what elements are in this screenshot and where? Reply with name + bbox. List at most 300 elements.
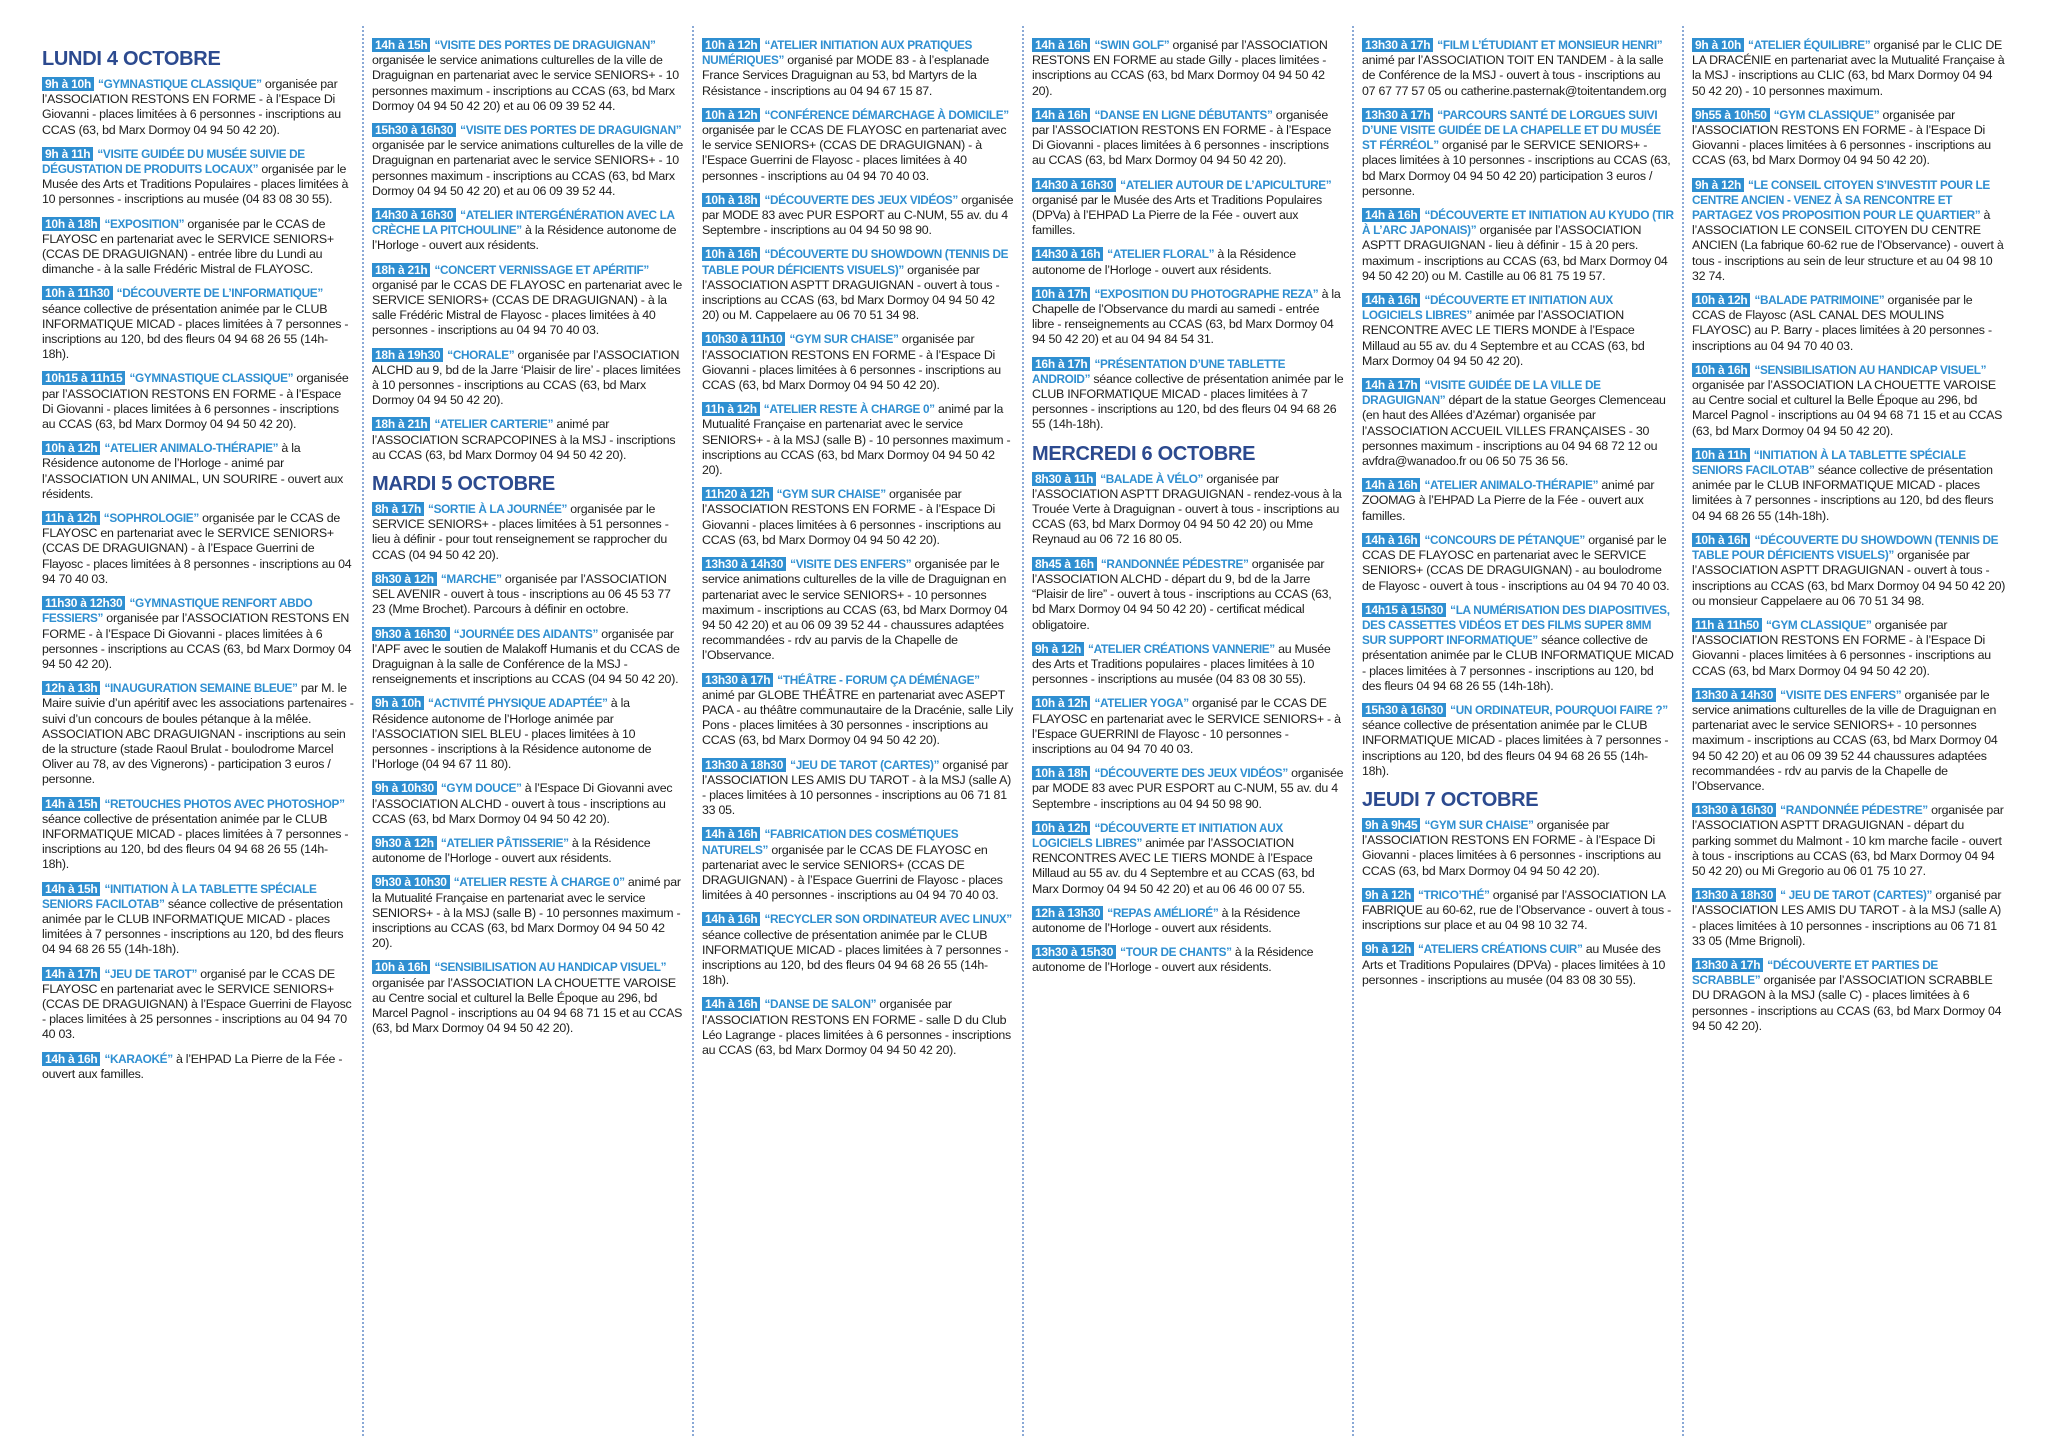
- event-time-badge: 9h à 12h: [1692, 178, 1744, 192]
- event-entry: [1032, 696, 1344, 757]
- event-description: organisée par l’ASSOCIATION RESTONS EN FORME - à l’Espace Di Giovanni - places limitées à 6 personnes - inscriptions au CCAS (63, bd Marx Dormoy 04 94 50 42 20).: [42, 77, 341, 137]
- event-time-badge: 14h30 à 16h30: [372, 208, 456, 222]
- event-description: animé par la Mutualité Française en partenariat avec le service SENIORS+ - à la MSJ (salle B) - 10 personnes maximum - inscriptions au CCAS (63, bd Marx Dormoy 04 94 50 42 20).: [702, 402, 1011, 478]
- event-time-badge: 14h15 à 15h30: [1362, 603, 1446, 617]
- event-time-badge: 9h à 10h: [42, 77, 94, 91]
- event-description: organisée le service animations culturelles de la ville de Draguignan en partenariat avec le service SENIORS+ - 10 personnes maximum - inscriptions au CCAS (63, bd Marx Dormoy 04 94 50 42 20) et au 06 09 39 52 44.: [372, 53, 679, 113]
- event-title: “VISITE DES ENFERS”: [790, 557, 912, 572]
- event-entry: [1362, 533, 1674, 594]
- event-title: “ATELIER RESTE À CHARGE 0”: [763, 402, 935, 417]
- event-entry: [42, 77, 354, 138]
- event-time-badge: 9h30 à 16h30: [372, 627, 450, 641]
- event-entry: [702, 487, 1014, 548]
- event-description: animé par la Mutualité Française en partenariat avec le service SENIORS+ - à la MSJ (salle B) - 10 personnes maximum - inscriptions au CCAS (63, bd Marx Dormoy 04 94 50 42 20).: [372, 875, 681, 951]
- event-time-badge: 14h à 17h: [42, 967, 100, 981]
- event-time-badge: 10h à 17h: [1032, 287, 1090, 301]
- event-entry: [42, 967, 354, 1043]
- event-time-badge: 14h30 à 16h30: [1032, 178, 1116, 192]
- event-entry: [702, 108, 1014, 184]
- event-entry: [1032, 357, 1344, 433]
- event-description: organisé par le CLIC DE LA DRACÉNIE en partenariat avec la Mutualité Française à la MSJ - inscriptions au CLIC (63, bd Marx Dormoy 04 94 50 42 20) - 10 personnes maximum.: [1692, 38, 2005, 98]
- event-entry: [42, 286, 354, 362]
- event-description: organisée par l’ASSOCIATION RESTONS EN FORME - à l’Espace Di Giovanni - places limitées à 6 personnes - inscriptions au CCAS (63, bd Marx Dormoy 04 94 50 42 20).: [1362, 817, 1661, 878]
- event-title: “MARCHE”: [440, 571, 502, 586]
- event-title: “UN ORDINATEUR, POURQUOI FAIRE ?”: [1450, 702, 1668, 717]
- event-time-badge: 18h à 21h: [372, 417, 430, 431]
- program-column: [1024, 26, 1354, 1436]
- program-column: [1684, 26, 2014, 1436]
- event-title: “DANSE EN LIGNE DÉBUTANTS”: [1094, 107, 1273, 122]
- event-description: animée par l’ASSOCIATION RENCONTRES AVEC LE TIERS MONDE à l’Espace Millaud au 55 av. du 4 Septembre et au CCAS (63, bd Marx Dormoy 04 94 50 42 20) et au 06 46 00 07 55.: [1032, 835, 1315, 896]
- event-description: à la Résidence autonome de l’Horloge - ouvert aux résidents.: [1032, 247, 1296, 277]
- event-title: “GYM SUR CHAISE”: [789, 332, 899, 347]
- event-time-badge: 13h30 à 17h: [702, 673, 773, 687]
- event-entry: [1032, 642, 1344, 688]
- event-title: “JOURNÉE DES AIDANTS”: [453, 626, 599, 641]
- event-title: “ATELIER PÂTISSERIE”: [440, 835, 569, 850]
- event-description: à la Résidence autonome de l’Horloge - ouvert aux résidents.: [1032, 945, 1314, 975]
- event-description: organisé par le CCAS DE FLAYOSC en partenariat avec le SERVICE SENIORS+ (CCAS DE DRAGUIGNAN) à l’Espace Guerrini de Flayosc - places limitées à 25 personnes - inscriptions au 04 94 70 40 03.: [42, 966, 352, 1042]
- event-title: “ATELIER FLORAL”: [1107, 247, 1215, 262]
- event-entry: [372, 960, 684, 1036]
- event-title: “FILM L’ÉTUDIANT ET MONSIEUR HENRI”: [1437, 38, 1663, 52]
- event-time-badge: 15h30 à 16h30: [372, 123, 456, 137]
- event-description: organisée par l’ASSOCIATION RESTONS EN FORME - à l’Espace Di Giovanni - places limitées à 6 personnes - inscriptions au CCAS (63, bd Marx Dormoy 04 94 50 42 20).: [42, 611, 352, 671]
- event-entry: [1692, 618, 2006, 679]
- event-description: organisée par l’ASSOCIATION ASPTT DRAGUIGNAN - lieu à définir - 15 à 20 pers. maximum - inscriptions au CCAS (63, bd Marx Dormoy 04 94 50 42 20) ou M. Castille au 06 81 75 19 57.: [1362, 223, 1668, 283]
- event-time-badge: 13h30 à 17h: [1362, 38, 1433, 52]
- event-description: organisé par l’ASSOCIATION LA FABRIQUE au 60-62, rue de l’Observance - ouvert à tous - inscriptions sur place et au 04 98 10 32 74.: [1362, 887, 1671, 933]
- event-title: “GYM DOUCE”: [440, 781, 522, 796]
- event-time-badge: 14h à 15h: [372, 38, 430, 52]
- program-column: [364, 26, 694, 1436]
- event-title: “JEU DE TAROT”: [104, 966, 197, 981]
- event-entry: [42, 371, 354, 432]
- day-heading: MARDI 5 OCTOBRE: [372, 473, 555, 496]
- event-title: “CONCERT VERNISSAGE ET APÉRITIF”: [434, 262, 649, 277]
- event-description: séance collective de présentation animée par le CLUB INFORMATIQUE MICAD - places limitées à 7 personnes - inscriptions au 120, bd des fleurs 04 94 68 26 55 (14h-18h).: [702, 927, 1009, 988]
- event-entry: [1032, 287, 1344, 348]
- event-title: “THÉÂTRE - FORUM ÇA DÉMÉNAGE”: [777, 672, 980, 687]
- event-title: “EXPOSITION DU PHOTOGRAPHE REZA”: [1094, 286, 1319, 301]
- event-title: “GYM SUR CHAISE”: [1424, 817, 1534, 832]
- event-title: “CONFÉRENCE DÉMARCHAGE À DOMICILE”: [764, 107, 1009, 122]
- event-time-badge: 10h à 18h: [42, 217, 100, 231]
- event-entry: [42, 511, 354, 587]
- event-description: organisé par le Musée des Arts et Traditions Populaires (DPVa) à l’EHPAD La Pierre de la Fée - ouvert aux familles.: [1032, 192, 1322, 238]
- event-entry: [372, 123, 684, 199]
- event-entry: [42, 596, 354, 672]
- event-time-badge: 14h à 16h: [1032, 38, 1090, 52]
- event-entry: [1692, 688, 2006, 794]
- event-title: “SENSIBILISATION AU HANDICAP VISUEL”: [434, 960, 667, 975]
- event-title: “VISITE GUIDÉE DU MUSÉE SUIVIE DE DÉGUSTATION DE PRODUITS LOCAUX”: [42, 146, 305, 177]
- event-time-badge: 12h à 13h30: [1032, 906, 1103, 920]
- event-title: “DÉCOUVERTE DU SHOWDOWN (TENNIS DE TABLE POUR DÉFICIENTS VISUELS)”: [1692, 532, 1999, 563]
- event-title: “FABRICATION DES COSMÉTIQUES NATURELS”: [702, 827, 959, 857]
- event-time-badge: 13h30 à 17h: [1362, 108, 1433, 122]
- event-entry: [42, 797, 354, 873]
- event-time-badge: 10h à 18h: [702, 193, 760, 207]
- event-description: organisée par l’ASSOCIATION ALCHD - départ du 9, bd de la Jarre “Plaisir de lire” - ouvert à tous - inscriptions au CCAS (63, bd Marx Dormoy 04 94 50 42 20) - certificat médical obligatoire.: [1032, 556, 1332, 632]
- event-description: au Musée des Arts et Traditions populaires - places limitées à 10 personnes - inscriptions au musée (04 83 08 30 55).: [1032, 641, 1331, 687]
- event-title: “GYMNASTIQUE RENFORT ABDO FESSIERS”: [42, 596, 313, 626]
- event-entry: [1362, 293, 1674, 369]
- event-description: à la Résidence autonome de l’Horloge - ouvert aux résidents.: [372, 835, 651, 866]
- event-description: séance collective de présentation animée par le CLUB INFORMATIQUE MICAD - places limitées à 7 personnes - inscriptions au 120, bd des fleurs 04 94 68 26 55 (14h-18h).: [42, 811, 349, 872]
- event-time-badge: 10h à 16h: [1692, 363, 1750, 377]
- event-title: “ATELIER INITIATION AUX PRATIQUES NUMÉRIQUES”: [702, 38, 973, 68]
- event-description: organisée par le CCAS de FLAYOSC en partenariat avec le SERVICE SENIORS+ (CCAS DE DRAGUIGNAN) - à l’Espace Guerrini de Flayosc - places limitées à 8 personnes - inscriptions au 04 94 70 40 03.: [42, 511, 352, 586]
- event-title: “INITIATION À LA TABLETTE SPÉCIALE SENIORS FACILOTAB”: [42, 881, 317, 911]
- event-time-badge: 14h à 15h: [42, 797, 100, 811]
- event-title: “VISITE DES ENFERS”: [1780, 687, 1902, 702]
- event-time-badge: 9h à 12h: [1032, 642, 1084, 656]
- event-entry: [1692, 958, 2006, 1034]
- event-title: “GYM CLASSIQUE”: [1765, 617, 1872, 632]
- event-title: “PRÉSENTATION D’UNE TABLETTE ANDROID”: [1032, 356, 1286, 386]
- event-description: organisée par l’ASSOCIATION RESTONS EN FORME - à l’Espace Di Giovanni - places limitées à 6 personnes - inscriptions au CCAS (63, bd Marx Dormoy 04 94 50 42 20).: [702, 332, 1001, 393]
- day-heading: MERCREDI 6 OCTOBRE: [1032, 442, 1256, 465]
- event-entry: [1692, 803, 2006, 879]
- event-time-badge: 13h30 à 17h: [1692, 958, 1763, 972]
- event-description: séance collective de présentation animée par le CLUB INFORMATIQUE MICAD - places limitées à 7 personnes - inscriptions au 120, bd des fleurs 04 94 68 26 55 (14h-18h).: [1362, 633, 1674, 693]
- event-title: “DÉCOUVERTE ET INITIATION AUX LOGICIELS LIBRES”: [1362, 293, 1613, 323]
- event-title: “SENSIBILISATION AU HANDICAP VISUEL”: [1754, 362, 1987, 377]
- event-time-badge: 11h20 à 12h: [702, 487, 773, 501]
- event-entry: [1032, 821, 1344, 897]
- event-time-badge: 18h à 21h: [372, 263, 430, 277]
- event-title: “CHORALE”: [447, 347, 515, 362]
- event-time-badge: 8h45 à 16h: [1032, 557, 1097, 571]
- event-entry: [702, 912, 1014, 988]
- event-entry: [1032, 108, 1344, 169]
- event-entry: [702, 827, 1014, 903]
- event-title: “SOPHROLOGIE”: [103, 511, 199, 526]
- event-title: “GYM SUR CHAISE”: [776, 487, 886, 502]
- event-description: organisé par l’ASSOCIATION RESTONS EN FORME au stade Gilly - places limitées - inscriptions au CCAS (63, bd Marx Dormoy 04 94 50 42 20).: [1032, 38, 1328, 98]
- event-time-badge: 9h à 9h45: [1362, 818, 1420, 832]
- event-time-badge: 10h à 12h: [702, 108, 760, 122]
- event-time-badge: 10h à 12h: [1032, 821, 1090, 835]
- event-title: “ATELIER ÉQUILIBRE”: [1748, 38, 1871, 52]
- event-description: organisée par l’ASSOCIATION LA CHOUETTE VAROISE au Centre social et culturel la Belle Époque au 296, bd Marcel Pagnol - inscriptions au 04 94 68 71 15 et au CCAS (63, bd Marx Dormoy 04 94 50 42 20).: [372, 975, 683, 1036]
- event-title: “SORTIE À LA JOURNÉE”: [428, 502, 568, 517]
- event-time-badge: 10h à 12h: [702, 38, 760, 52]
- event-title: “DÉCOUVERTE DES JEUX VIDÉOS”: [1094, 766, 1288, 781]
- event-title: “VISITE GUIDÉE DE LA VILLE DE DRAGUIGNAN”: [1362, 378, 1601, 408]
- event-entry: [42, 217, 354, 278]
- event-description: à l’EHPAD La Pierre de la Fée - ouvert aux familles.: [42, 1051, 343, 1081]
- event-time-badge: 14h à 15h: [42, 882, 100, 896]
- event-time-badge: 9h30 à 12h: [372, 836, 437, 850]
- event-description: à la Résidence autonome de l’Horloge - ouvert aux résidents.: [1032, 905, 1301, 935]
- event-entry: [372, 836, 684, 866]
- event-time-badge: 10h à 12h: [1032, 696, 1090, 710]
- event-entry: [702, 38, 1014, 99]
- event-description: par M. le Maire suivie d’un apéritif avec les associations partenaires - suivi d’un concours de boules pétanque à la mêlée. ASSOCIATION ABC DRAGUIGNAN - inscriptions au sein de la structure (stade Raoul Brulat - boulodrome Marcel Oliver au 78, av des Vignerons) - participation 3 euros / personne.: [42, 681, 354, 787]
- event-time-badge: 10h à 16h: [1692, 533, 1750, 547]
- event-entry: [1362, 818, 1674, 879]
- program-column: [1354, 26, 1684, 1436]
- event-title: “ATELIER RESTE À CHARGE 0”: [453, 875, 625, 890]
- event-entry: [42, 882, 354, 958]
- event-time-badge: 10h à 18h: [1032, 766, 1090, 780]
- day-heading: LUNDI 4 OCTOBRE: [42, 48, 221, 70]
- event-time-badge: 11h30 à 12h30: [42, 596, 125, 610]
- event-time-badge: 13h30 à 18h30: [702, 758, 786, 772]
- event-description: à la Résidence autonome de l’Horloge - ouvert aux résidents.: [372, 223, 677, 253]
- event-description: animé par l’ASSOCIATION TOIT EN TANDEM - à la salle de Conférence de la MSJ - ouvert à tous - inscriptions au 07 67 77 57 05 ou catherine.pasternak@toitentandem.org: [1362, 53, 1667, 98]
- event-description: organisée par le Musée des Arts et Traditions Populaires - places limitées à 10 personnes - inscriptions au musée (04 83 08 30 55).: [42, 162, 349, 207]
- event-entry: [1362, 108, 1674, 199]
- event-title: “INITIATION À LA TABLETTE SPÉCIALE SENIORS FACILOTAB”: [1692, 447, 1966, 478]
- event-time-badge: 14h30 à 16h: [1032, 247, 1103, 261]
- event-description: organisée par l’ASSOCIATION RESTONS EN FORME - salle D du Club Léo Lagrange - places limitées à 6 personnes - inscriptions au CCAS (63, bd Marx Dormoy 04 94 50 42 20).: [702, 997, 1011, 1057]
- event-title: “BALADE PATRIMOINE”: [1754, 293, 1885, 308]
- event-time-badge: 14h à 16h: [702, 997, 760, 1011]
- event-entry: [1692, 293, 2006, 354]
- event-time-badge: 10h à 12h: [42, 441, 100, 455]
- event-time-badge: 14h à 16h: [42, 1052, 100, 1066]
- event-description: organisée par l’ASSOCIATION RESTONS EN FORME - à l’Espace Di Giovanni - places limitées à 6 personnes - inscriptions au CCAS (63, bd Marx Dormoy 04 94 50 42 20).: [702, 487, 1001, 547]
- event-description: organisé par l’ASSOCIATION LES AMIS DU TAROT - à la MSJ (salle A) - places limitées à 10 personnes - inscriptions au 06 71 81 33 05 (Mme Brignoli).: [1692, 888, 2002, 948]
- event-time-badge: 15h30 à 16h30: [1362, 703, 1446, 717]
- event-title: “DÉCOUVERTE ET INITIATION AUX LOGICIELS LIBRES”: [1032, 820, 1283, 850]
- event-time-badge: 10h30 à 11h10: [702, 332, 785, 346]
- event-description: organisée par le CCAS DE FLAYOSC en partenariat avec le service SENIORS+ (CCAS DE DRAGUIGNAN) - à l’Espace Guerrini de Flayosc - places limitées à 40 personnes - inscriptions au 04 94 70 40 03.: [702, 123, 1007, 183]
- event-time-badge: 9h à 10h: [372, 696, 424, 710]
- event-description: organisée par le service animations culturelles de la ville de Draguignan en partenariat avec le service SENIORS+ - 10 personnes maximum - inscriptions au CCAS (63, bd Marx Dormoy 04 94 50 42 20) et au 06 09 39 52 44 - chaussures adaptées recommandées - rdv au parvis de la Chapelle de l’Observance.: [702, 557, 1008, 663]
- event-title: “ATELIERS CRÉATIONS CUIR”: [1418, 942, 1583, 957]
- event-entry: [1032, 557, 1344, 633]
- event-description: séance collective de présentation animée par le CLUB INFORMATIQUE MICAD - places limitées à 7 personnes - inscriptions au 120, bd des fleurs 04 94 68 26 55 (14h-18h).: [42, 896, 344, 957]
- event-title: “ATELIER INTERGÉNÉRATION AVEC LA CRÈCHE LA PITCHOULINE”: [372, 208, 675, 238]
- event-description: organisée par le service animations culturelles de la ville de Draguignan en partenariat avec le service SENIORS+ - 10 personnes maximum - inscriptions au CCAS (63, bd Marx Dormoy 04 94 50 42 20) et au 06 09 39 52 44.: [372, 138, 683, 198]
- event-time-badge: 9h à 12h: [1362, 942, 1414, 956]
- event-description: organisé par le CCAS DE FLAYOSC en partenariat avec le SERVICE SENIORS+ (CCAS DE DRAGUIGNAN) - à la salle Frédéric Mistral de Flayosc - places limitées à 40 personnes - inscriptions au 04 94 70 40 03.: [372, 277, 682, 338]
- event-entry: [372, 417, 684, 463]
- event-entry: [1362, 603, 1674, 694]
- event-description: à l’Espace Di Giovanni avec l’ASSOCIATION ALCHD - ouvert à tous - inscriptions au CCAS (63, bd Marx Dormoy 04 94 50 42 20).: [372, 781, 673, 826]
- event-entry: [372, 38, 684, 114]
- event-title: “ATELIER ANIMALO-THÉRAPIE”: [104, 441, 279, 456]
- event-description: à la Chapelle de l’Observance du mardi au samedi - entrée libre - renseignements au CCAS (63, bd Marx Dormoy 04 94 50 42 20) et au 04 94 84 54 31.: [1032, 286, 1341, 347]
- event-time-badge: 10h à 12h: [1692, 293, 1750, 307]
- event-title: “ATELIER CRÉATIONS VANNERIE”: [1088, 641, 1275, 656]
- event-entry: [1362, 478, 1674, 524]
- event-entry: [372, 875, 684, 951]
- event-time-badge: 10h à 16h: [372, 960, 430, 974]
- event-entry: [1692, 38, 2006, 99]
- event-time-badge: 14h à 16h: [702, 912, 760, 926]
- event-title: “ATELIER YOGA”: [1094, 696, 1189, 711]
- event-time-badge: 9h55 à 10h50: [1692, 108, 1770, 122]
- event-description: séance collective de présentation animée par le CLUB INFORMATIQUE MICAD - places limitées à 7 personnes - inscriptions au 120, bd des fleurs 04 94 68 26 55 (14h-18h).: [1032, 371, 1344, 432]
- event-title: “ATELIER CARTERIE”: [434, 417, 554, 432]
- event-entry: [1362, 208, 1674, 284]
- event-entry: [1692, 178, 2006, 284]
- event-entry: [1692, 108, 2006, 169]
- event-description: organisée par l’ASSOCIATION ASPTT DRAGUIGNAN - rendez-vous à la Trouée Verte à Draguignan - ouvert à tous - inscriptions au CCAS (63, bd Marx Dormoy 04 94 50 42 20) ou Mme Reynaud au 06 72 16 80 05.: [1032, 471, 1342, 547]
- event-entry: [1362, 942, 1674, 988]
- event-description: organisée par le CCAS de Flayosc (ASL CANAL DES MOULINS FLAYOSC) au P. Barry - places limitées à 20 personnes - inscriptions au 04 94 70 40 03.: [1692, 293, 1992, 353]
- event-description: à l’ASSOCIATION LE CONSEIL CITOYEN DU CENTRE ANCIEN (La fabrique 60-62 rue de l’Observance) - ouvert à tous - inscriptions au sein de leur structure et au 04 98 10 32 74.: [1692, 208, 2004, 283]
- event-title: “REPAS AMÉLIORÉ”: [1107, 905, 1219, 920]
- event-entry: [1032, 945, 1344, 975]
- event-entry: [372, 627, 684, 688]
- event-title: “DÉCOUVERTE ET PARTIES DE SCRABBLE”: [1692, 957, 1938, 988]
- event-entry: [702, 997, 1014, 1058]
- event-title: “RECYCLER SON ORDINATEUR AVEC LINUX”: [764, 912, 1012, 927]
- event-description: organisée par MODE 83 avec PUR ESPORT au C-NUM, 55 av. du 4 Septembre - inscriptions au 04 94 50 98 90.: [1032, 766, 1344, 811]
- event-title: “TRICO’THÉ”: [1418, 887, 1490, 902]
- program-column: [34, 26, 364, 1436]
- event-entry: [702, 758, 1014, 819]
- event-time-badge: 14h à 17h: [1362, 378, 1420, 392]
- event-description: au Musée des Arts et Traditions Populaires (DPVa) - places limitées à 10 personnes - inscriptions au musée (04 83 08 30 55).: [1362, 942, 1666, 987]
- event-entry: [372, 502, 684, 563]
- event-title: “TOUR DE CHANTS”: [1120, 945, 1232, 960]
- event-time-badge: 14h à 16h: [1362, 478, 1420, 492]
- event-description: animé par l’ASSOCIATION SCRAPCOPINES à la MSJ - inscriptions au CCAS (63, bd Marx Dormoy 04 94 50 42 20).: [372, 417, 676, 462]
- event-time-badge: 11h à 12h: [702, 402, 760, 416]
- event-entry: [702, 402, 1014, 478]
- event-entry: [42, 441, 354, 502]
- event-title: “LE CONSEIL CITOYEN S’INVESTIT POUR LE CENTRE ANCIEN - VENEZ À SA RENCONTRE ET PARTAGEZ VOS PROPOSITION POUR LE QUARTIER”: [1692, 177, 1990, 223]
- day-heading: JEUDI 7 OCTOBRE: [1362, 788, 1539, 811]
- event-description: organisé par l’ASSOCIATION LES AMIS DU TAROT - à la MSJ (salle A) - places limitées à 10 personnes - inscriptions au 06 71 81 33 05.: [702, 757, 1011, 818]
- event-description: organisée par l’ASSOCIATION RESTONS EN FORME - à l’Espace Di Giovanni - places limitées à 6 personnes - inscriptions au CCAS (63, bd Marx Dormoy 04 94 50 42 20).: [1032, 107, 1332, 168]
- event-time-badge: 9h à 11h: [42, 147, 93, 161]
- event-entry: [372, 348, 684, 409]
- event-title: “DÉCOUVERTE DES JEUX VIDÉOS”: [764, 192, 958, 207]
- event-time-badge: 14h à 16h: [1362, 208, 1420, 222]
- event-time-badge: 10h à 11h: [1692, 448, 1750, 462]
- event-description: séance collective de présentation animée par le CLUB INFORMATIQUE MICAD - places limitées à 7 personnes - inscriptions au 120, bd des fleurs 04 94 68 26 55 (14h-18h).: [1362, 718, 1669, 778]
- event-description: organisée par l’ASSOCIATION RESTONS EN FORME - à l’Espace Di Giovanni - places limitées à 6 personnes - inscriptions au CCAS (63, bd Marx Dormoy 04 94 50 42 20).: [42, 371, 349, 432]
- event-entry: [1362, 703, 1674, 779]
- event-time-badge: 14h à 16h: [1362, 533, 1420, 547]
- event-time-badge: 18h à 19h30: [372, 348, 443, 362]
- event-description: animée par l’ASSOCIATION RENCONTRE AVEC LE TIERS MONDE à l’Espace Millaud au 55 av. du 4 Septembre et au CCAS (63, bd Marx Dormoy 04 94 50 42 20).: [1362, 308, 1645, 368]
- event-entry: [1032, 38, 1344, 99]
- event-time-badge: 13h30 à 16h30: [1692, 803, 1776, 817]
- event-title: “DÉCOUVERTE DU SHOWDOWN (TENNIS DE TABLE POUR DÉFICIENTS VISUELS)”: [702, 247, 1009, 277]
- event-entry: [42, 1052, 354, 1082]
- event-description: organisé par MODE 83 - à l’esplanade France Services Draguignan au 53, bd Martyrs de la Résistance - inscriptions au 04 94 67 15 87.: [702, 53, 989, 98]
- event-title: “RANDONNÉE PÉDESTRE”: [1780, 803, 1928, 818]
- event-entry: [1362, 378, 1674, 469]
- event-title: “VISITE DES PORTES DE DRAGUIGNAN”: [460, 123, 682, 138]
- event-time-badge: 13h30 à 15h30: [1032, 945, 1116, 959]
- event-time-badge: 14h à 16h: [1032, 108, 1090, 122]
- event-time-badge: 11h à 12h: [42, 511, 100, 525]
- event-description: organisée par l’ASSOCIATION ASPTT DRAGUIGNAN - ouvert à tous - inscriptions au CCAS (63, bd Marx Dormoy 04 94 50 42 20) ou monsieur Cappelaere au 06 70 51 34 98.: [1692, 548, 2006, 608]
- event-description: organisée par le SERVICE SENIORS+ - places limitées à 51 personnes - lieu à définir - pour tout renseignement se rapprocher du CCAS (04 94 50 42 20).: [372, 502, 669, 562]
- event-entry: [1032, 906, 1344, 936]
- event-entry: [1362, 888, 1674, 934]
- event-title: “JEU DE TAROT (CARTES)”: [790, 757, 940, 772]
- event-title: “VISITE DES PORTES DE DRAGUIGNAN”: [434, 38, 656, 52]
- event-title: “SWIN GOLF”: [1094, 38, 1170, 52]
- event-description: organisée par l’ASSOCIATION RESTONS EN FORME - à l’Espace Di Giovanni - places limitées à 6 personnes - inscriptions au CCAS (63, bd Marx Dormoy 04 94 50 42 20).: [1692, 617, 1991, 678]
- event-time-badge: 10h à 11h30: [42, 286, 113, 300]
- event-title: “DÉCOUVERTE ET INITIATION AU KYUDO (TIR À L’ARC JAPONAIS)”: [1362, 208, 1674, 238]
- event-title: “CONCOURS DE PÉTANQUE”: [1424, 532, 1585, 547]
- event-time-badge: 14h à 16h: [1362, 293, 1420, 307]
- event-entry: [1692, 888, 2006, 949]
- event-title: “EXPOSITION”: [104, 216, 185, 231]
- event-title: “ATELIER AUTOUR DE L’APICULTURE”: [1120, 177, 1332, 192]
- event-description: organisée par le CCAS DE FLAYOSC en partenariat avec le service SENIORS+ (CCAS DE DRAGUIGNAN) - à l’Espace Guerrini de Flayosc - places limitées à 40 personnes - inscriptions au 04 94 70 40 03.: [702, 842, 1003, 903]
- event-entry: [702, 557, 1014, 663]
- event-description: organisée par l’ASSOCIATION SCRABBLE DU DRAGON à la MSJ (salle C) - places limitées à 6 personnes - inscriptions au CCAS (63, bd Marx Dormoy 04 94 50 42 20).: [1692, 973, 2002, 1033]
- event-description: animé par ZOOMAG à l’EHPAD La Pierre de la Fée - ouvert aux familles.: [1362, 478, 1655, 523]
- event-entry: [1032, 178, 1344, 239]
- event-description: organisée par l’ASSOCIATION ALCHD au 9, bd de la Jarre ‘Plaisir de lire’ - places limitées à 10 personnes - inscriptions au CCAS (63, bd Marx Dormoy 04 94 50 42 20).: [372, 347, 681, 408]
- event-title: “ JEU DE TAROT (CARTES)”: [1780, 888, 1933, 903]
- event-entry: [1032, 247, 1344, 277]
- event-description: organisée par le CCAS de FLAYOSC en partenariat avec le SERVICE SENIORS+ (CCAS DE DRAGUIGNAN) - entrée libre du Lundi au dimanche - à la salle Frédéric Mistral de FLAYOSC.: [42, 216, 334, 277]
- event-time-badge: 11h à 11h50: [1692, 618, 1762, 632]
- event-title: “KARAOKÉ”: [104, 1051, 173, 1066]
- event-time-badge: 13h30 à 14h30: [702, 557, 786, 571]
- event-entry: [1032, 766, 1344, 812]
- event-entry: [1032, 472, 1344, 548]
- event-time-badge: 8h30 à 11h: [1032, 472, 1096, 486]
- event-time-badge: 12h à 13h: [42, 681, 100, 695]
- event-title: “GYM CLASSIQUE”: [1773, 107, 1880, 122]
- event-title: “ATELIER ANIMALO-THÉRAPIE”: [1424, 478, 1599, 493]
- event-entry: [1692, 363, 2006, 439]
- event-title: “BALADE À VÉLO”: [1100, 471, 1204, 486]
- event-description: animé par GLOBE THÉÂTRE en partenariat avec ASEPT PACA - au théâtre communautaire de la Dracénie, salle Lily Pons - places limitées à 30 personnes - inscriptions au CCAS (63, bd Marx Dormoy 04 94 50 42 20).: [702, 687, 1014, 748]
- event-entry: [372, 572, 684, 618]
- event-description: à la Résidence autonome de l’Horloge animée par l’ASSOCIATION SIEL BLEU - places limitées à 10 personnes - inscriptions à la Résidence autonome de l’Horloge (04 94 67 11 80).: [372, 696, 652, 772]
- event-title: “GYMNASTIQUE CLASSIQUE”: [129, 371, 294, 386]
- event-description: organisée par l’ASSOCIATION ASPTT DRAGUIGNAN - départ du parking sommet du Malmont - 10 km marche facile - ouvert à tous - inscriptions au CCAS (63, bd Marx Dormoy 04 94 50 42 20) ou Mi Gregorio au 06 01 75 10 27.: [1692, 803, 2004, 878]
- event-entry: [42, 147, 354, 208]
- event-time-badge: 9h à 12h: [1362, 888, 1414, 902]
- event-entry: [372, 781, 684, 827]
- event-entry: [372, 696, 684, 772]
- event-time-badge: 16h à 17h: [1032, 357, 1090, 371]
- event-description: organisée par le service animations culturelles de la ville de Draguignan en partenariat avec le service SENIORS+ - 10 personnes maximum - inscriptions au CCAS (63, bd Marx Dormoy 04 94 50 42 20) et au 06 09 39 52 44 chaussures adaptées recommandées - rdv au parvis de la Chapelle de l’Observance.: [1692, 687, 1998, 793]
- event-entry: [702, 193, 1014, 239]
- event-description: à la Résidence autonome de l’Horloge - animé par l’ASSOCIATION UN ANIMAL, UN SOURIRE - ouvert aux résidents.: [42, 441, 344, 501]
- event-description: organisé par le CCAS DE FLAYOSC en partenariat avec le SERVICE SENIORS+ (CCAS DE DRAGUIGNAN) - au boulodrome de Flayosc - ouvert à tous - inscriptions au 04 94 70 40 03.: [1362, 532, 1670, 593]
- event-title: “GYMNASTIQUE CLASSIQUE”: [98, 77, 262, 91]
- event-description: organisée par l’ASSOCIATION SEL AVENIR - ouvert à tous - inscriptions au 06 45 53 77 23 (Mme Brochet). Parcours à définir en octobre.: [372, 571, 671, 617]
- event-time-badge: 8h30 à 12h: [372, 572, 437, 586]
- event-time-badge: 13h30 à 14h30: [1692, 688, 1776, 702]
- event-description: organisée par MODE 83 avec PUR ESPORT au C-NUM, 55 av. du 4 Septembre - inscriptions au 04 94 50 98 90.: [702, 192, 1014, 238]
- event-title: “DÉCOUVERTE DE L’INFORMATIQUE”: [116, 286, 323, 301]
- event-time-badge: 9h30 à 10h30: [372, 875, 450, 889]
- event-title: “RANDONNÉE PÉDESTRE”: [1100, 556, 1249, 571]
- event-title: “PARCOURS SANTÉ DE LORGUES SUIVI D’UNE VISITE GUIDÉE DE LA CHAPELLE ET DU MUSÉE ST FÉRRÉOL”: [1362, 107, 1661, 153]
- event-entry: [1692, 448, 2006, 524]
- event-time-badge: 8h à 17h: [372, 502, 424, 516]
- event-time-badge: 9h à 10h: [1692, 38, 1744, 52]
- event-description: séance collective de présentation animée par le CLUB INFORMATIQUE MICAD - places limitées à 7 personnes - inscriptions au 120, bd des fleurs 04 94 68 26 55 (14h-18h).: [42, 301, 349, 362]
- event-title: “LA NUMÉRISATION DES DIAPOSITIVES, DES CASSETTES VIDÉOS ET DES FILMS SUPER 8MM SUR SUPPORT INFORMATIQUE”: [1362, 602, 1670, 648]
- event-description: organisée par l’ASSOCIATION ASPTT DRAGUIGNAN - ouvert à tous - inscriptions au CCAS (63, bd Marx Dormoy 04 94 50 42 20) ou M. Cappelaere au 06 70 51 34 98.: [702, 262, 1000, 323]
- event-description: séance collective de présentation animée par le CLUB INFORMATIQUE MICAD - places limitées à 7 personnes - inscriptions au 120, bd des fleurs 04 94 68 26 55 (14h-18h).: [1692, 463, 1994, 523]
- event-entry: [372, 263, 684, 339]
- event-entry: [702, 673, 1014, 749]
